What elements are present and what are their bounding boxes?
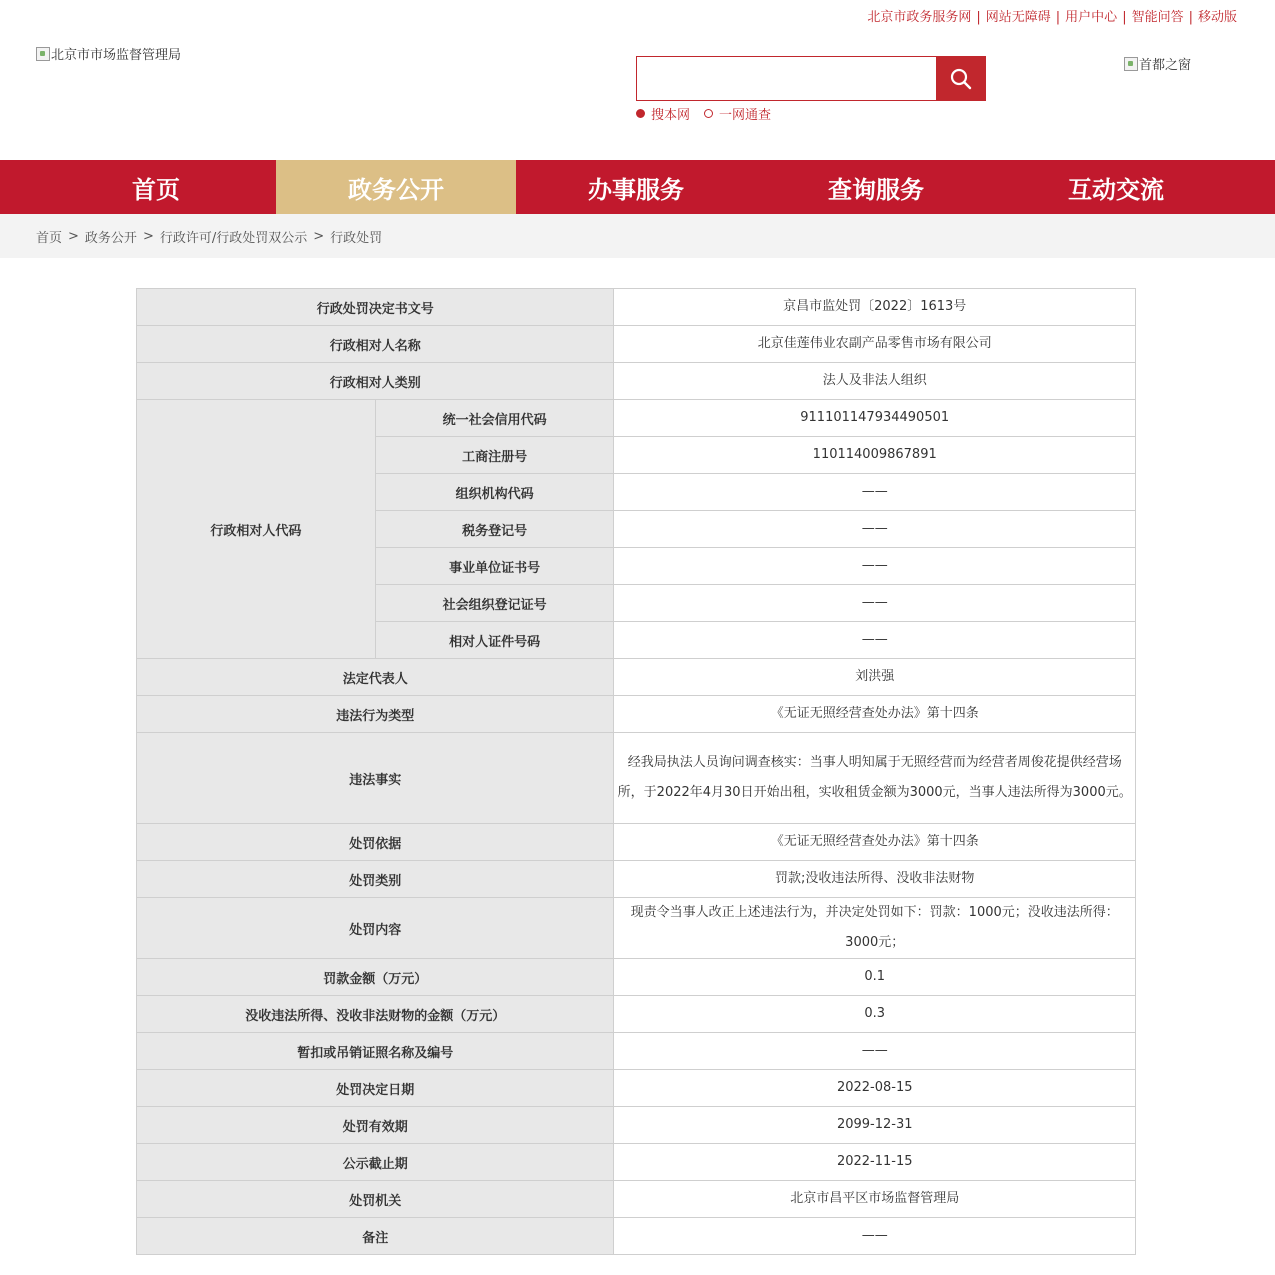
capital-window-link[interactable]	[1124, 54, 1191, 73]
divider: |	[976, 10, 981, 25]
row-label: 处罚依据	[137, 824, 614, 861]
table-row	[137, 363, 1136, 400]
row-value: 北京佳莲伟业农副产品零售市场有限公司	[614, 326, 1136, 363]
breadcrumb	[0, 214, 1275, 258]
row-value: 刘洪强	[614, 659, 1136, 696]
row-value: 《无证无照经营查处办法》第十四条	[614, 824, 1136, 861]
breadcrumb-admin-penalty[interactable]: 行政处罚	[330, 230, 383, 246]
table-row	[137, 289, 1136, 326]
search-input[interactable]	[636, 56, 936, 101]
row-label: 处罚类别	[137, 861, 614, 898]
row-label: 备注	[137, 1218, 614, 1255]
nav-label: 首页	[132, 175, 180, 204]
row-label: 事业单位证书号	[375, 548, 614, 585]
row-value: ——	[614, 1033, 1136, 1070]
table-row	[137, 1144, 1136, 1181]
row-label: 处罚机关	[137, 1181, 614, 1218]
row-value: 0.3	[614, 996, 1136, 1033]
row-label: 税务登记号	[375, 511, 614, 548]
nav-item-home[interactable]	[0, 160, 276, 214]
table-row	[137, 959, 1136, 996]
row-value: 京昌市监处罚〔2022〕1613号	[614, 289, 1136, 326]
row-value: 2022-11-15	[614, 1144, 1136, 1181]
nav-label: 政务公开	[348, 175, 444, 204]
scope-option-site[interactable]	[636, 104, 690, 123]
table-row	[137, 1181, 1136, 1218]
nav-item-gov-affairs[interactable]	[276, 160, 516, 214]
broken-image-icon	[36, 47, 50, 61]
row-label: 相对人证件号码	[375, 622, 614, 659]
search-icon	[950, 68, 972, 90]
scope-label: 一网通查	[719, 108, 772, 123]
nav-label: 办事服务	[588, 175, 684, 204]
broken-image-icon	[1124, 57, 1138, 71]
radio-selected-icon	[636, 109, 645, 118]
nav-item-query[interactable]	[756, 160, 996, 214]
scope-option-all[interactable]	[704, 104, 771, 123]
breadcrumb-separator: >	[313, 228, 325, 244]
top-link-gov-service[interactable]: 北京市政务服务网	[867, 10, 972, 25]
top-link-accessibility[interactable]: 网站无障碍	[985, 10, 1051, 25]
row-label: 罚款金额（万元）	[137, 959, 614, 996]
row-label: 行政相对人名称	[137, 326, 614, 363]
row-value: 罚款;没收违法所得、没收非法财物	[614, 861, 1136, 898]
divider: |	[1055, 10, 1061, 25]
row-label: 处罚决定日期	[137, 1070, 614, 1107]
site-logo[interactable]	[36, 44, 181, 63]
row-value: ——	[614, 622, 1136, 659]
row-value: ——	[614, 474, 1136, 511]
table-row	[137, 733, 1136, 824]
divider: |	[1188, 10, 1193, 25]
table-row	[137, 1107, 1136, 1144]
top-link-mobile[interactable]: 移动版	[1197, 10, 1237, 25]
table-row	[137, 696, 1136, 733]
row-value: 2099-12-31	[614, 1107, 1136, 1144]
row-label: 行政相对人类别	[137, 363, 614, 400]
capital-alt-text: 首都之窗	[1139, 58, 1192, 73]
row-label: 没收违法所得、没收非法财物的金额（万元）	[137, 996, 614, 1033]
row-value: ——	[614, 548, 1136, 585]
table-row	[137, 326, 1136, 363]
row-label: 违法事实	[137, 733, 614, 824]
breadcrumb-home[interactable]: 首页	[36, 230, 63, 246]
row-value: 911101147934490501	[614, 400, 1136, 437]
breadcrumb-gov-affairs[interactable]: 政务公开	[84, 230, 137, 246]
breadcrumb-separator: >	[142, 228, 154, 244]
row-label: 处罚内容	[137, 898, 614, 959]
breadcrumb-double-publicity[interactable]: 行政许可/行政处罚双公示	[159, 230, 308, 246]
top-link-user-center[interactable]: 用户中心	[1065, 10, 1118, 25]
logo-alt-text: 北京市市场监督管理局	[51, 48, 182, 63]
row-value: 2022-08-15	[614, 1070, 1136, 1107]
nav-item-interaction[interactable]	[996, 160, 1236, 214]
nav-label: 查询服务	[828, 175, 924, 204]
radio-unselected-icon	[704, 109, 713, 118]
divider: |	[1122, 10, 1127, 25]
row-label: 行政处罚决定书文号	[137, 289, 614, 326]
table-row	[137, 1033, 1136, 1070]
row-value: 经我局执法人员询问调查核实：当事人明知属于无照经营而为经营者周俊花提供经营场所，于2022年4月30日开始出租，实收租赁金额为3000元，当事人违法所得为3000元。	[614, 733, 1136, 824]
row-value: 法人及非法人组织	[614, 363, 1136, 400]
row-value: 现责令当事人改正上述违法行为，并决定处罚如下：罚款：1000元；没收违法所得：3000元；	[614, 898, 1136, 959]
search-button[interactable]	[936, 56, 986, 101]
top-links	[867, 6, 1237, 25]
row-value: 110114009867891	[614, 437, 1136, 474]
row-label: 工商注册号	[375, 437, 614, 474]
table-row	[137, 659, 1136, 696]
row-value: ——	[614, 511, 1136, 548]
row-value: 北京市昌平区市场监督管理局	[614, 1181, 1136, 1218]
search-scope	[636, 104, 771, 123]
table-row	[137, 1218, 1136, 1255]
row-label: 处罚有效期	[137, 1107, 614, 1144]
row-label: 法定代表人	[137, 659, 614, 696]
table-row	[137, 824, 1136, 861]
table-row	[137, 400, 1136, 437]
row-value: ——	[614, 1218, 1136, 1255]
row-label: 违法行为类型	[137, 696, 614, 733]
code-group-label: 行政相对人代码	[137, 400, 376, 659]
table-row	[137, 898, 1136, 959]
table-row	[137, 996, 1136, 1033]
scope-label: 搜本网	[651, 108, 691, 123]
table-row	[137, 1070, 1136, 1107]
row-label: 暂扣或吊销证照名称及编号	[137, 1033, 614, 1070]
table-row	[137, 861, 1136, 898]
row-label: 社会组织登记证号	[375, 585, 614, 622]
top-link-smart-qa[interactable]: 智能问答	[1131, 10, 1184, 25]
row-value: ——	[614, 585, 1136, 622]
nav-item-services[interactable]	[516, 160, 756, 214]
breadcrumb-separator: >	[68, 228, 79, 244]
main-nav	[0, 160, 1275, 214]
row-value: 《无证无照经营查处办法》第十四条	[614, 696, 1136, 733]
row-label: 组织机构代码	[375, 474, 614, 511]
row-label: 统一社会信用代码	[375, 400, 614, 437]
search-bar	[636, 56, 986, 101]
row-label: 公示截止期	[137, 1144, 614, 1181]
row-value: 0.1	[614, 959, 1136, 996]
penalty-info-table	[136, 288, 1136, 1255]
nav-label: 互动交流	[1068, 175, 1164, 204]
